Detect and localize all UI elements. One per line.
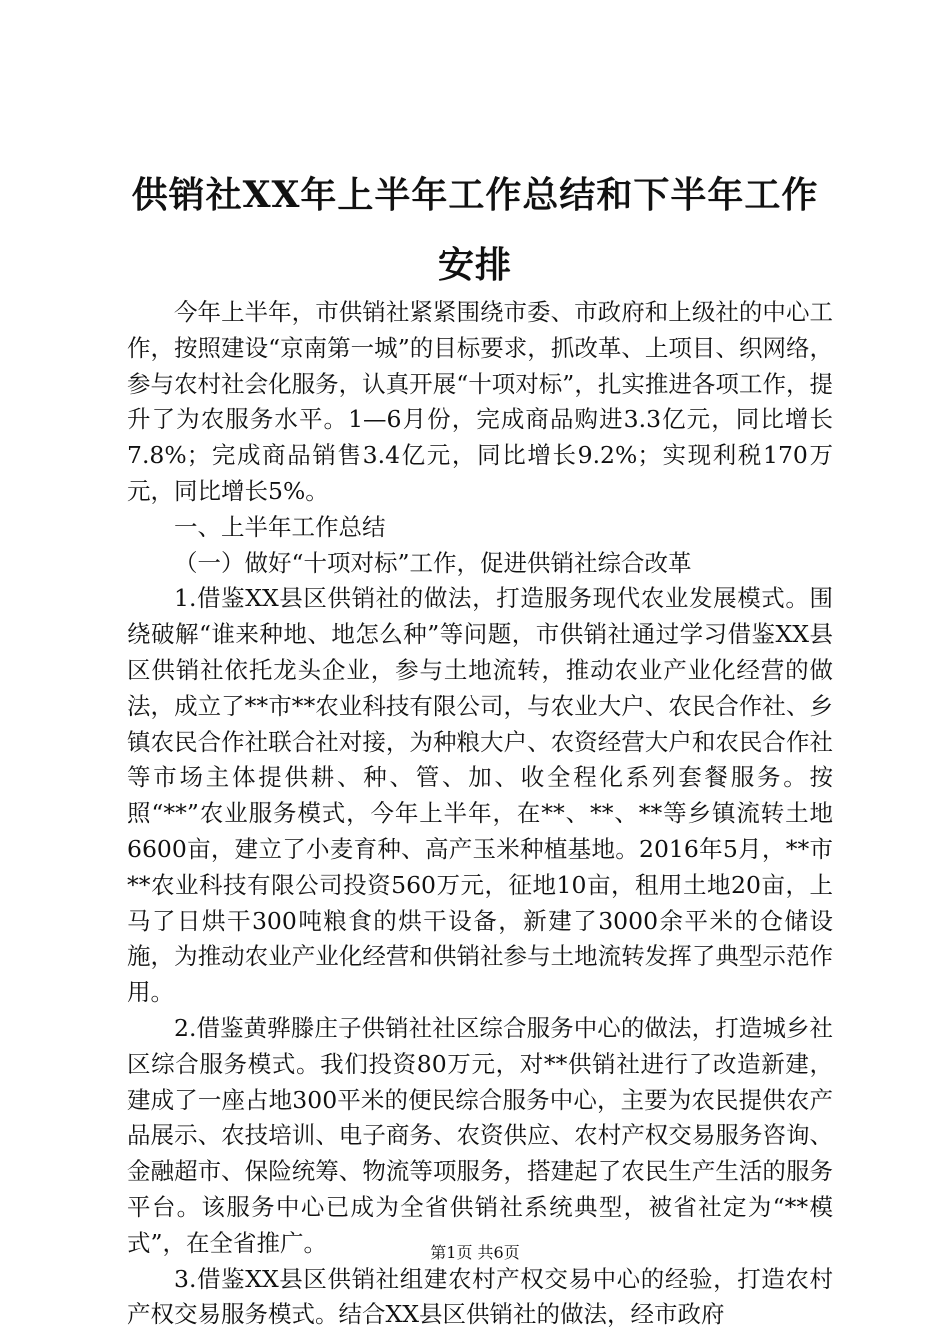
body-paragraph-3: 3.借鉴XX县区供销社组建农村产权交易中心的经验，打造农村产权交易服务模式。结合XX县区供销社的做法，经市政府 bbox=[127, 1264, 833, 1329]
intro-paragraph: 今年上半年，市供销社紧紧围绕市委、市政府和上级社的中心工作，按照建设“京南第一城”的目标要求，抓改革、上项目、织网络，参与农村社会化服务，认真开展“十项对标”，扎实推进各项工作，提升了为农服务水平。1—6月份，完成商品购进3.3亿元，同比增长7.8%；完成商品销售3.4亿元，同比增长9.2%；实现利税170万元，同比增长5%。 bbox=[127, 298, 833, 505]
body-paragraph-2: 2.借鉴黄骅滕庄子供销社社区综合服务中心的做法，打造城乡社区综合服务模式。我们投资80万元，对**供销社进行了改造新建，建成了一座占地300平米的便民综合服务中心，主要为农民提供农产品展示、农技培训、电子商务、农资供应、农村产权交易服务咨询、金融超市、保险统筹、物流等项服务，搭建起了农民生产生活的服务平台。该服务中心已成为全省供销社系统典型，被省社定为“**模式”，在全省推广。 bbox=[127, 1013, 833, 1257]
section-heading: 一、上半年工作总结 bbox=[174, 512, 386, 541]
document-title: 供销社XX年上半年工作总结和下半年工作安排 bbox=[131, 174, 819, 286]
subsection-heading: （一）做好“十项对标”工作，促进供销社综合改革 bbox=[174, 548, 692, 577]
document-body bbox=[127, 295, 833, 1333]
body-paragraph-1: 1.借鉴XX县区供销社的做法，打造服务现代农业发展模式。围绕破解“谁来种地、地怎么种”等问题，市供销社通过学习借鉴XX县区供销社依托龙头企业，参与土地流转，推动农业产业化经营的做法，成立了**市**农业科技有限公司，与农业大户、农民合作社、乡镇农民合作社联合社对接，为种粮大户、农资经营大户和农民合作社等市场主体提供耕、种、管、加、收全程化系列套餐服务。按照“**”农业服务模式，今年上半年，在**、**、**等乡镇流转土地6600亩，建立了小麦育种、高产玉米种植基地。2016年5月，**市**农业科技有限公司投资560万元，征地10亩，租用土地20亩，上马了日烘干300吨粮食的烘干设备，新建了3000余平米的仓储设施，为推动农业产业化经营和供销社参与土地流转发挥了典型示范作用。 bbox=[127, 584, 833, 1007]
page-number-footer: 第1页 共6页 bbox=[430, 1243, 520, 1262]
